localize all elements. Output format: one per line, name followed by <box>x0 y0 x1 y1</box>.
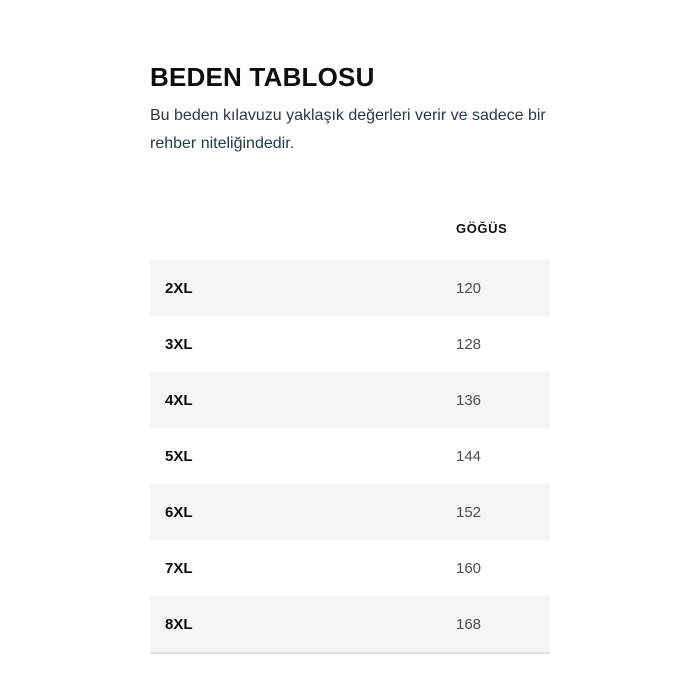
size-label: 8XL <box>165 615 193 633</box>
table-row <box>150 260 550 316</box>
table-row <box>150 596 550 652</box>
size-label: 3XL <box>165 335 193 353</box>
table-row <box>150 316 550 372</box>
chest-value: 168 <box>456 615 482 633</box>
size-label: 5XL <box>165 447 193 465</box>
table-row <box>150 484 550 540</box>
page-description: Bu beden kılavuzu yaklaşık değerleri verir ve sadece bir rehber niteliğindedir. <box>150 107 546 152</box>
page-title: BEDEN TABLOSU <box>150 62 375 92</box>
chest-value: 136 <box>456 391 482 409</box>
table-row <box>150 428 550 484</box>
table-row <box>150 372 550 428</box>
chest-value: 128 <box>456 335 482 353</box>
size-guide-section <box>150 62 550 654</box>
size-label: 4XL <box>165 391 193 409</box>
chest-value: 152 <box>456 503 482 521</box>
table-row <box>150 540 550 596</box>
size-table <box>150 260 550 654</box>
chest-value: 144 <box>456 447 482 465</box>
size-label: 2XL <box>165 279 193 297</box>
size-label: 6XL <box>165 503 193 521</box>
chest-column-header: GÖĞÜS <box>456 221 508 236</box>
chest-value: 160 <box>456 559 482 577</box>
size-label: 7XL <box>165 559 193 577</box>
chest-value: 120 <box>456 279 482 297</box>
size-table-header <box>150 220 550 238</box>
